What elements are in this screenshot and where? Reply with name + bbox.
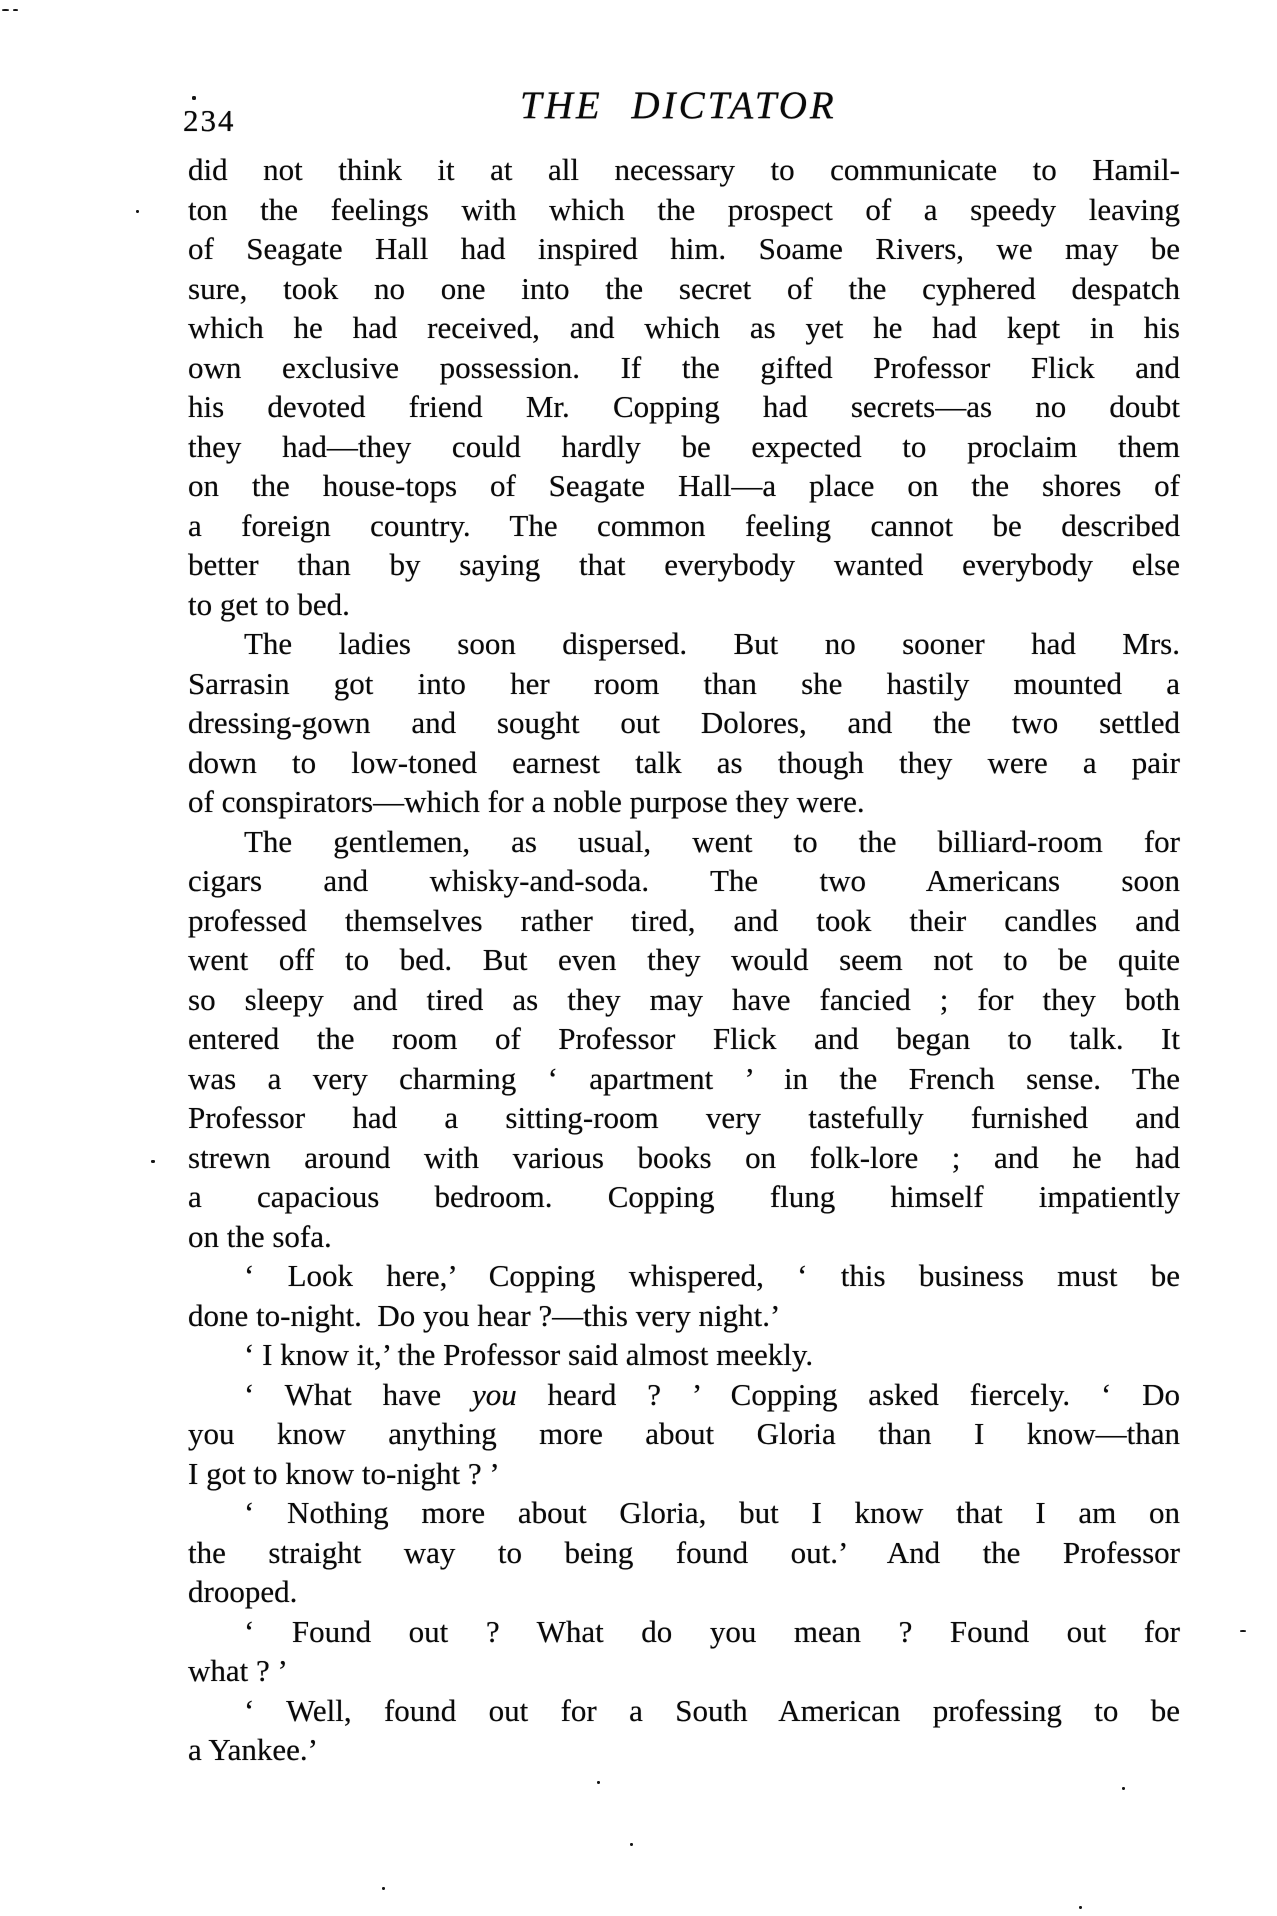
text-line: The gentlemen, as usual, went to the billiard-room for <box>244 823 1180 859</box>
text-line: was a very charming ‘ apartment ’ in the French sense. The <box>188 1060 1180 1096</box>
scan-speck <box>630 1843 633 1846</box>
text-line: done to-night. Do you hear ?—this very night.’ <box>188 1297 781 1333</box>
text-line: did not think it at all necessary to communicate to Hamil- <box>188 152 1180 187</box>
text-line: own exclusive possession. If the gifted Professor Flick and <box>188 349 1180 385</box>
text-line: so sleepy and tired as they may have fancied ; for they both <box>188 981 1180 1017</box>
text-line: I got to know to-night ? ’ <box>188 1455 500 1491</box>
scan-speck <box>1240 1630 1246 1632</box>
scan-speck <box>2 9 9 11</box>
text-line: what ? ’ <box>188 1653 288 1688</box>
text-line: they had—they could hardly be expected to proclaim them <box>188 428 1180 464</box>
page-body <box>188 150 1180 1770</box>
scan-speck <box>597 1781 600 1784</box>
text-line: Professor had a sitting-room very tastefully furnished and <box>188 1100 1180 1135</box>
text-line: entered the room of Professor Flick and began to talk. It <box>188 1021 1180 1056</box>
paragraph <box>188 1256 1180 1335</box>
scan-speck <box>1079 1906 1082 1909</box>
paragraph <box>188 150 1180 624</box>
text-line: which he had received, and which as yet he had kept in his <box>188 310 1180 345</box>
text-line: a foreign country. The common feeling cannot be described <box>188 507 1180 543</box>
text-line: ‘ Nothing more about Gloria, but I know that I am on <box>244 1495 1180 1530</box>
paragraph <box>188 822 1180 1257</box>
scan-speck <box>192 96 196 100</box>
text-line: a capacious bedroom. Copping flung himself impatiently <box>188 1179 1180 1214</box>
text-line: sure, took no one into the secret of the cyphered despatch <box>188 270 1180 306</box>
text-line: his devoted friend Mr. Copping had secrets—as no doubt <box>188 389 1180 424</box>
text-line: ‘ Look here,’ Copping whispered, ‘ this business must be <box>244 1258 1180 1293</box>
text-line: better than by saying that everybody wanted everybody else <box>188 547 1180 582</box>
text-line: on the house-tops of Seagate Hall—a place on the shores of <box>188 468 1180 503</box>
paragraph <box>188 1691 1180 1770</box>
text-line: The ladies soon dispersed. But no sooner had Mrs. <box>244 626 1180 661</box>
text-line: Sarrasin got into her room than she hastily mounted a <box>188 665 1180 701</box>
text-line: you know anything more about Gloria than I know—than <box>188 1416 1180 1451</box>
paragraph <box>188 624 1180 822</box>
scan-speck <box>136 210 139 213</box>
paragraph <box>188 1335 1180 1375</box>
text-line: drooped. <box>188 1574 298 1609</box>
text-line: a Yankee.’ <box>188 1732 318 1767</box>
text-line: of Seagate Hall had inspired him. Soame Rivers, we may be <box>188 231 1180 266</box>
text-segment-italic: you <box>471 1376 517 1412</box>
text-line: strewn around with various books on folk-lore ; and he had <box>188 1139 1180 1175</box>
text-line: of conspirators—which for a noble purpose they were. <box>188 784 865 819</box>
text-line: professed themselves rather tired, and took their candles and <box>188 902 1180 938</box>
scan-speck <box>382 1887 385 1890</box>
paragraph <box>188 1375 1180 1494</box>
scan-speck <box>13 9 18 11</box>
paragraph <box>188 1612 1180 1691</box>
text-segment: ‘ What have <box>244 1376 472 1412</box>
paragraph <box>188 1493 1180 1612</box>
text-line: went off to bed. But even they would seem not to be quite <box>188 942 1180 977</box>
text-line: ton the feelings with which the prospect of a speedy leaving <box>188 191 1180 227</box>
text-line: to get to bed. <box>188 586 350 622</box>
scan-speck <box>151 1160 155 1163</box>
page-number: 234 <box>183 103 236 138</box>
scan-speck <box>1122 1787 1125 1790</box>
text-line: on the sofa. <box>188 1218 332 1254</box>
text-line: dressing-gown and sought out Dolores, and the two settled <box>188 705 1180 740</box>
text-line: ‘ Well, found out for a South American professing to be <box>244 1692 1180 1728</box>
text-line: ‘ Found out ? What do you mean ? Found out for <box>244 1613 1180 1649</box>
running-title: THE DICTATOR <box>520 84 837 127</box>
text-line: ‘ I know it,’ the Professor said almost meekly. <box>244 1337 814 1372</box>
text-line: the straight way to being found out.’ And the Professor <box>188 1534 1180 1570</box>
text-segment: heard ? ’ Copping asked fiercely. ‘ Do <box>516 1376 1181 1412</box>
text-line <box>188 1375 1180 1415</box>
text-line: down to low-toned earnest talk as though they were a pair <box>188 744 1180 780</box>
text-line: cigars and whisky-and-soda. The two Americans soon <box>188 863 1180 898</box>
